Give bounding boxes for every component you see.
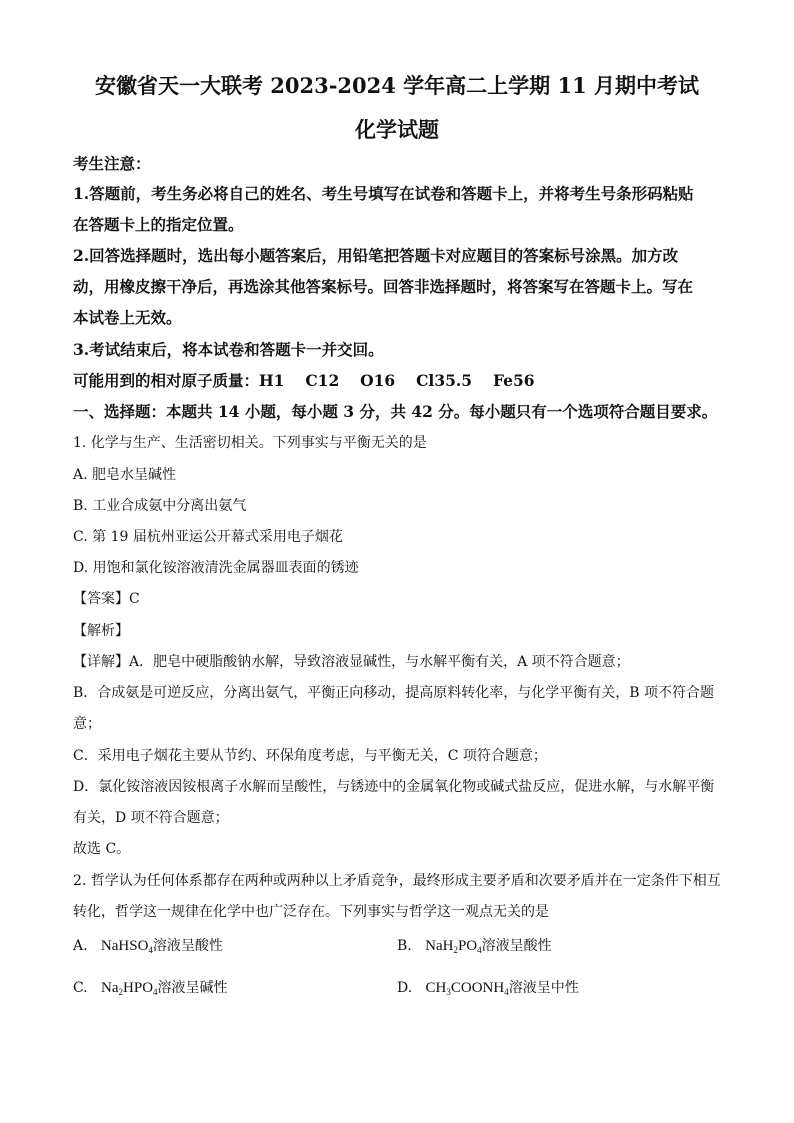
detail-line-1: 【详解】A．肥皂中硬脂酸钠水解，导致溶液显碱性，与水解平衡有关，A 项不符合题意； [73,654,630,670]
question-2-stem-line-1: 2. 哲学认为任何体系都存在两种或两种以上矛盾竞争，最终形成主要矛盾和次要矛盾并在一定条件下相互 [73,873,721,889]
option-a-text: 溶液呈酸性 [152,938,223,954]
notice-item-2-line-1: 2.回答选择题时，选出每小题答案后，用铅笔把答题卡对应题目的答案标号涂黑。加方改 [73,246,679,265]
question-1-option-d: D. 用饱和氯化铵溶液清洗金属器皿表面的锈迹 [73,560,359,576]
detail-line-4: C．采用电子烟花主要从节约、环保角度考虑，与平衡无关，C 项符合题意； [73,748,547,764]
conclusion-line: 故选 C。 [73,841,131,857]
formula-nahso4: NaHSO$_4$ [100,938,153,955]
question-1-stem: 1. 化学与生产、生活密切相关。下列事实与平衡无关的是 [73,435,427,451]
option-a-label: A. [73,938,88,954]
notice-item-1-line-2: 在答题卡上的指定位置。 [73,215,244,234]
question-2-option-a [73,935,223,955]
formula-ch3coonh4: $CH_3COONH_4$ [425,980,509,997]
option-c-label: C. [73,980,88,996]
detail-line-3: 意； [73,716,101,732]
answer-label: 【答案】C [73,591,140,607]
question-1-option-b: B. 工业合成氨中分离出氨气 [73,498,247,514]
option-c-text: 溶液呈碱性 [157,980,228,996]
option-d-text: 溶液呈中性 [508,980,579,996]
notice-item-2-line-2: 动，用橡皮擦干净后，再选涂其他答案标号。回答非选择题时，将答案写在答题卡上。写在 [73,277,694,296]
formula-na2hpo4: $Na_2HPO_4$ [101,980,158,997]
section-heading: 一、选择题：本题共 14 小题，每小题 3 分，共 42 分。每小题只有一个选项符合题目要求。 [73,402,718,421]
question-2-option-c [73,977,228,997]
detail-line-2: B．合成氨是可逆反应，分离出氨气，平衡正向移动，提高原料转化率，与化学平衡有关，B 项不符合题 [73,685,715,701]
question-2-stem-line-2: 转化，哲学这一规律在化学中也广泛存在。下列事实与哲学这一观点无关的是 [73,904,549,920]
detail-line-5: D．氯化铵溶液因铵根离子水解而呈酸性，与锈迹中的金属氧化物或碱式盐反应，促进水解，与水解平衡 [73,779,715,795]
atomic-mass-line: 可能用到的相对原子质量：H1 C12 O16 Cl35.5 Fe56 [73,371,535,390]
exam-subtitle: 化学试题 [355,117,439,142]
question-1-option-c: C. 第 19 届杭州亚运公开幕式采用电子烟花 [73,529,343,545]
analysis-label: 【解析】 [73,623,129,639]
notice-item-1-line-1: 1.答题前，考生务必将自己的姓名、考生号填写在试卷和答题卡上，并将考生号条形码粘贴 [73,184,694,203]
formula-nah2po4: $NaH_2PO_4$ [425,938,482,955]
exam-title: 安徽省天一大联考 2023-2024 学年高二上学期 11 月期中考试 [94,73,700,98]
option-b-label: B. [397,938,412,954]
notice-item-3: 3.考试结束后，将本试卷和答题卡一并交回。 [73,340,384,359]
option-b-text: 溶液呈酸性 [481,938,552,954]
option-d-label: D. [397,980,413,996]
question-1-option-a: A. 肥皂水呈碱性 [73,467,177,483]
detail-line-6: 有关，D 项不符合题意； [73,810,229,826]
notice-heading: 考生注意： [73,154,151,173]
question-2-option-b [397,935,552,955]
notice-item-2-line-3: 本试卷上无效。 [73,308,182,327]
question-2-option-d [397,977,579,997]
